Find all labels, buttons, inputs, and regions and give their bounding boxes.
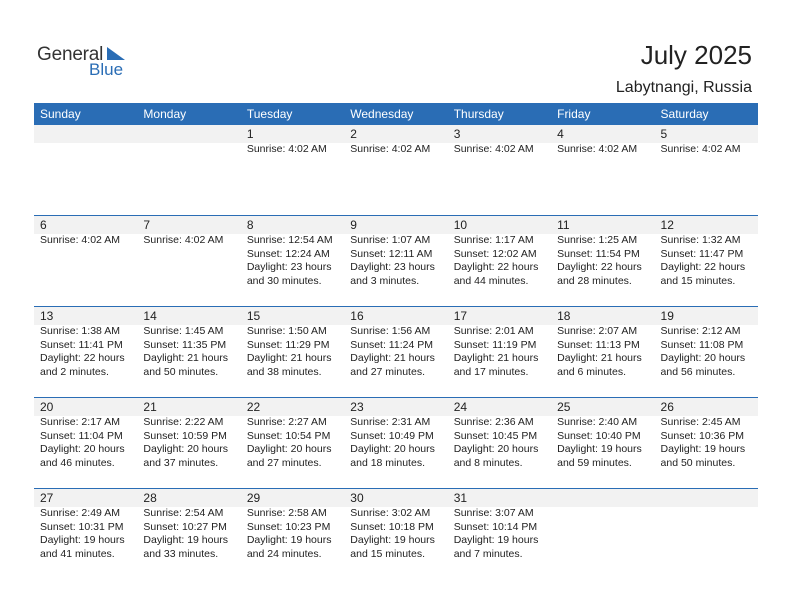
day-cell bbox=[344, 489, 447, 578]
day-cell bbox=[241, 125, 344, 214]
brand-blue-text: Blue bbox=[89, 60, 124, 79]
sun-info-line: and 24 minutes. bbox=[246, 547, 322, 560]
day-number: 27 bbox=[40, 491, 54, 505]
logo-triangle-icon bbox=[107, 47, 127, 61]
sun-info-line: Sunset: 10:45 PM bbox=[453, 429, 538, 442]
sun-info-line: Sunrise: 4:02 AM bbox=[246, 143, 327, 155]
day-number: 28 bbox=[143, 491, 157, 505]
sun-info-line: and 38 minutes. bbox=[246, 365, 322, 378]
sun-info-line: Sunrise: 1:07 AM bbox=[350, 234, 431, 246]
empty-day-cell bbox=[34, 125, 137, 214]
empty-day-cell bbox=[655, 489, 758, 578]
sun-info bbox=[40, 507, 137, 561]
sun-info-line: Sunset: 11:04 PM bbox=[40, 429, 123, 442]
sun-info bbox=[143, 234, 240, 248]
sun-info-line: Sunrise: 3:07 AM bbox=[453, 507, 534, 519]
sun-info-line: Sunset: 10:14 PM bbox=[453, 520, 538, 533]
sun-info-line: and 28 minutes. bbox=[557, 274, 632, 287]
day-cell bbox=[137, 216, 240, 305]
weeks-container bbox=[34, 125, 758, 579]
sun-info bbox=[350, 325, 447, 379]
sun-info-line: Daylight: 19 hours bbox=[143, 534, 229, 546]
sun-info-line: Sunrise: 2:45 AM bbox=[660, 416, 741, 428]
day-number: 3 bbox=[453, 127, 461, 141]
sun-info bbox=[247, 325, 344, 379]
sun-info-line: Sunrise: 4:02 AM bbox=[40, 234, 120, 246]
day-number: 25 bbox=[557, 400, 571, 414]
sun-info-line: Daylight: 20 hours bbox=[453, 443, 539, 455]
day-cell bbox=[448, 398, 551, 487]
sun-info-line: Sunrise: 1:50 AM bbox=[246, 325, 327, 337]
empty-day-cell bbox=[551, 489, 654, 578]
sun-info-line: Daylight: 20 hours bbox=[660, 352, 746, 364]
day-number: 9 bbox=[350, 218, 357, 232]
sun-info-line: Sunset: 10:54 PM bbox=[246, 429, 331, 442]
sun-info bbox=[40, 234, 137, 248]
day-number: 7 bbox=[143, 218, 151, 232]
sun-info-line: Sunset: 11:08 PM bbox=[660, 338, 744, 351]
sun-info bbox=[40, 325, 137, 379]
weekday-tuesday: Tuesday bbox=[246, 107, 293, 121]
empty-day-cell bbox=[137, 125, 240, 214]
sun-info bbox=[143, 507, 240, 561]
day-number: 8 bbox=[246, 218, 254, 232]
sun-info-line: Daylight: 22 hours bbox=[453, 261, 539, 273]
sun-info-line: Daylight: 22 hours bbox=[40, 352, 125, 364]
sun-info-line: Sunset: 10:36 PM bbox=[660, 429, 744, 442]
day-cell bbox=[344, 216, 447, 305]
weekday-sunday: Sunday bbox=[40, 107, 81, 121]
sun-info-line: Sunrise: 4:02 AM bbox=[143, 234, 224, 246]
day-number: 18 bbox=[557, 309, 571, 323]
weekday-header bbox=[34, 103, 758, 125]
calendar-grid bbox=[34, 103, 758, 579]
sun-info-line: Sunrise: 2:40 AM bbox=[557, 416, 638, 428]
sun-info-line: and 46 minutes. bbox=[40, 456, 115, 469]
weekday-friday: Friday bbox=[557, 107, 591, 121]
sun-info-line: Daylight: 20 hours bbox=[246, 443, 332, 455]
sun-info-line: Daylight: 21 hours bbox=[350, 352, 435, 364]
day-number: 11 bbox=[557, 218, 570, 232]
sun-info bbox=[350, 143, 447, 157]
sun-info-line: Daylight: 22 hours bbox=[660, 261, 746, 273]
week-row bbox=[34, 215, 758, 306]
sun-info-line: Sunset: 12:02 AM bbox=[453, 247, 537, 260]
sun-info-line: Sunset: 11:54 PM bbox=[557, 247, 640, 260]
sun-info-line: and 15 minutes. bbox=[350, 547, 425, 560]
day-cell bbox=[655, 398, 758, 487]
sun-info bbox=[350, 507, 447, 561]
sun-info-line: Daylight: 21 hours bbox=[453, 352, 539, 364]
sun-info bbox=[661, 143, 758, 157]
sun-info-line: and 50 minutes. bbox=[143, 365, 219, 378]
sun-info bbox=[661, 234, 758, 288]
sun-info-line: Sunset: 10:49 PM bbox=[350, 429, 434, 442]
sun-info-line: and 17 minutes. bbox=[453, 365, 529, 378]
day-number: 29 bbox=[246, 491, 261, 505]
weekday-saturday: Saturday bbox=[660, 107, 709, 121]
sun-info bbox=[350, 234, 447, 288]
day-cell bbox=[241, 489, 344, 578]
sun-info-line: Sunrise: 2:01 AM bbox=[453, 325, 534, 337]
sun-info-line: Sunrise: 2:22 AM bbox=[143, 416, 224, 428]
week-row bbox=[34, 306, 758, 397]
sun-info bbox=[350, 416, 447, 470]
day-number: 31 bbox=[453, 491, 468, 505]
day-cell bbox=[34, 216, 137, 305]
sun-info bbox=[247, 416, 344, 470]
sun-info-line: Daylight: 21 hours bbox=[143, 352, 229, 364]
sun-info-line: Daylight: 20 hours bbox=[350, 443, 435, 455]
sun-info-line: Daylight: 22 hours bbox=[557, 261, 642, 273]
location-label: Labytnangi, Russia bbox=[615, 79, 752, 96]
sun-info-line: and 18 minutes. bbox=[350, 456, 425, 469]
day-number: 6 bbox=[40, 218, 47, 232]
day-cell bbox=[137, 489, 240, 578]
day-cell bbox=[344, 125, 447, 214]
sun-info-line: Sunset: 11:41 PM bbox=[40, 338, 123, 351]
day-number: 5 bbox=[660, 127, 668, 141]
sun-info-line: and 27 minutes. bbox=[350, 365, 425, 378]
sun-info bbox=[454, 325, 551, 379]
sun-info-line: Daylight: 19 hours bbox=[350, 534, 435, 546]
sun-info bbox=[454, 416, 551, 470]
sun-info-line: Sunrise: 12:54 AM bbox=[246, 234, 333, 246]
sun-info-line: Sunset: 10:59 PM bbox=[143, 429, 227, 442]
day-cell bbox=[448, 125, 551, 214]
sun-info-line: and 59 minutes. bbox=[557, 456, 632, 469]
sun-info-line: Sunrise: 1:25 AM bbox=[557, 234, 638, 246]
sun-info-line: Sunset: 10:27 PM bbox=[143, 520, 227, 533]
day-number: 16 bbox=[350, 309, 364, 323]
sun-info-line: Sunrise: 2:12 AM bbox=[660, 325, 741, 337]
sun-info-line: and 15 minutes. bbox=[660, 274, 736, 287]
sun-info-line: and 41 minutes. bbox=[40, 547, 115, 560]
day-number: 20 bbox=[40, 400, 54, 414]
day-number: 24 bbox=[453, 400, 468, 414]
sun-info bbox=[557, 143, 654, 157]
sun-info-line: and 27 minutes. bbox=[246, 456, 322, 469]
sun-info-line: Sunrise: 2:49 AM bbox=[40, 507, 120, 519]
sun-info bbox=[40, 416, 137, 470]
sun-info-line: and 33 minutes. bbox=[143, 547, 219, 560]
day-cell bbox=[551, 398, 654, 487]
sun-info-line: Sunrise: 2:17 AM bbox=[40, 416, 120, 428]
sun-info-line: Sunrise: 4:02 AM bbox=[350, 143, 431, 155]
sun-info-line: Sunrise: 2:07 AM bbox=[557, 325, 638, 337]
sun-info-line: Sunrise: 2:36 AM bbox=[453, 416, 534, 428]
day-number: 19 bbox=[660, 309, 674, 323]
day-cell bbox=[655, 125, 758, 214]
sun-info-line: Daylight: 21 hours bbox=[557, 352, 642, 364]
sun-info bbox=[247, 234, 344, 288]
day-cell bbox=[551, 216, 654, 305]
sun-info-line: Sunset: 10:31 PM bbox=[40, 520, 124, 533]
week-row bbox=[34, 488, 758, 579]
sun-info-line: Daylight: 20 hours bbox=[40, 443, 125, 455]
page-title: July 2025 bbox=[640, 40, 752, 70]
sun-info-line: Sunrise: 1:17 AM bbox=[453, 234, 534, 246]
day-cell bbox=[551, 125, 654, 214]
sun-info bbox=[557, 416, 654, 470]
sun-info-line: Sunset: 11:13 PM bbox=[557, 338, 640, 351]
sun-info-line: Daylight: 19 hours bbox=[660, 443, 746, 455]
day-cell bbox=[551, 307, 654, 396]
day-number: 14 bbox=[143, 309, 157, 323]
sun-info-line: Sunrise: 1:38 AM bbox=[40, 325, 120, 337]
day-number: 23 bbox=[350, 400, 364, 414]
sun-info bbox=[143, 416, 240, 470]
brand-general-text: General bbox=[37, 44, 104, 65]
day-cell bbox=[34, 398, 137, 487]
sun-info-line: Sunset: 11:47 PM bbox=[660, 247, 744, 260]
sun-info-line: Sunset: 10:18 PM bbox=[350, 520, 434, 533]
sun-info-line: Sunset: 12:24 AM bbox=[246, 247, 330, 260]
sun-info-line: Sunrise: 2:58 AM bbox=[246, 507, 327, 519]
sun-info-line: Sunrise: 1:45 AM bbox=[143, 325, 224, 337]
day-cell bbox=[34, 489, 137, 578]
sun-info-line: and 56 minutes. bbox=[660, 365, 736, 378]
day-cell bbox=[448, 307, 551, 396]
sun-info-line: and 44 minutes. bbox=[453, 274, 529, 287]
weekday-wednesday: Wednesday bbox=[350, 107, 414, 121]
sun-info bbox=[454, 234, 551, 288]
sun-info bbox=[454, 507, 551, 561]
sun-info-line: Daylight: 23 hours bbox=[350, 261, 435, 273]
day-number: 30 bbox=[350, 491, 364, 505]
day-cell bbox=[137, 307, 240, 396]
sun-info-line: Sunset: 12:11 AM bbox=[350, 247, 433, 260]
sun-info-line: Sunrise: 1:56 AM bbox=[350, 325, 431, 337]
day-number: 17 bbox=[453, 309, 468, 323]
day-cell bbox=[448, 216, 551, 305]
sun-info-line: Sunrise: 1:32 AM bbox=[660, 234, 741, 246]
sun-info-line: Daylight: 23 hours bbox=[246, 261, 332, 273]
day-cell bbox=[655, 216, 758, 305]
sun-info-line: Sunset: 11:35 PM bbox=[143, 338, 227, 351]
day-cell bbox=[655, 307, 758, 396]
sun-info-line: Sunset: 10:23 PM bbox=[246, 520, 331, 533]
sun-info bbox=[247, 143, 344, 157]
day-cell bbox=[344, 398, 447, 487]
day-number: 2 bbox=[350, 127, 357, 141]
sun-info-line: Daylight: 19 hours bbox=[246, 534, 332, 546]
sun-info bbox=[247, 507, 344, 561]
day-number: 15 bbox=[246, 309, 261, 323]
sun-info-line: Sunrise: 4:02 AM bbox=[453, 143, 534, 155]
sun-info bbox=[557, 325, 654, 379]
brand-logo bbox=[37, 44, 137, 80]
sun-info-line: and 50 minutes. bbox=[660, 456, 736, 469]
day-number: 26 bbox=[660, 400, 674, 414]
sun-info-line: and 6 minutes. bbox=[557, 365, 626, 378]
week-row bbox=[34, 397, 758, 488]
sun-info-line: Sunrise: 4:02 AM bbox=[557, 143, 638, 155]
sun-info-line: Daylight: 19 hours bbox=[557, 443, 642, 455]
sun-info-line: Sunrise: 4:02 AM bbox=[660, 143, 741, 155]
day-cell bbox=[241, 307, 344, 396]
sun-info bbox=[661, 325, 758, 379]
sun-info-line: Daylight: 20 hours bbox=[143, 443, 229, 455]
sun-info-line: Sunset: 11:24 PM bbox=[350, 338, 433, 351]
sun-info-line: Sunset: 11:19 PM bbox=[453, 338, 537, 351]
sun-info-line: and 8 minutes. bbox=[453, 456, 523, 469]
sun-info-line: Daylight: 19 hours bbox=[40, 534, 125, 546]
sun-info-line: Sunset: 11:29 PM bbox=[246, 338, 330, 351]
day-number: 22 bbox=[246, 400, 261, 414]
day-number: 1 bbox=[246, 127, 254, 141]
day-cell bbox=[241, 216, 344, 305]
sun-info-line: Sunrise: 2:31 AM bbox=[350, 416, 431, 428]
sun-info-line: Sunset: 10:40 PM bbox=[557, 429, 641, 442]
sun-info-line: and 30 minutes. bbox=[246, 274, 322, 287]
day-number: 10 bbox=[453, 218, 468, 232]
day-number: 12 bbox=[660, 218, 674, 232]
sun-info-line: Sunrise: 2:27 AM bbox=[246, 416, 327, 428]
sun-info bbox=[557, 234, 654, 288]
sun-info-line: and 3 minutes. bbox=[350, 274, 420, 287]
weekday-thursday: Thursday bbox=[453, 107, 504, 121]
sun-info-line: Sunrise: 2:54 AM bbox=[143, 507, 224, 519]
day-number: 4 bbox=[557, 127, 564, 141]
sun-info bbox=[661, 416, 758, 470]
sun-info-line: Daylight: 21 hours bbox=[246, 352, 332, 364]
sun-info-line: Sunrise: 3:02 AM bbox=[350, 507, 431, 519]
week-row bbox=[34, 125, 758, 215]
sun-info-line: and 37 minutes. bbox=[143, 456, 219, 469]
weekday-monday: Monday bbox=[143, 107, 187, 121]
day-cell bbox=[241, 398, 344, 487]
day-cell bbox=[137, 398, 240, 487]
sun-info bbox=[143, 325, 240, 379]
day-cell bbox=[448, 489, 551, 578]
day-cell bbox=[34, 307, 137, 396]
sun-info-line: and 7 minutes. bbox=[453, 547, 523, 560]
sun-info bbox=[454, 143, 551, 157]
day-cell bbox=[344, 307, 447, 396]
day-number: 21 bbox=[143, 400, 157, 414]
sun-info-line: Daylight: 19 hours bbox=[453, 534, 539, 546]
day-number: 13 bbox=[40, 309, 54, 323]
sun-info-line: and 2 minutes. bbox=[40, 365, 109, 378]
